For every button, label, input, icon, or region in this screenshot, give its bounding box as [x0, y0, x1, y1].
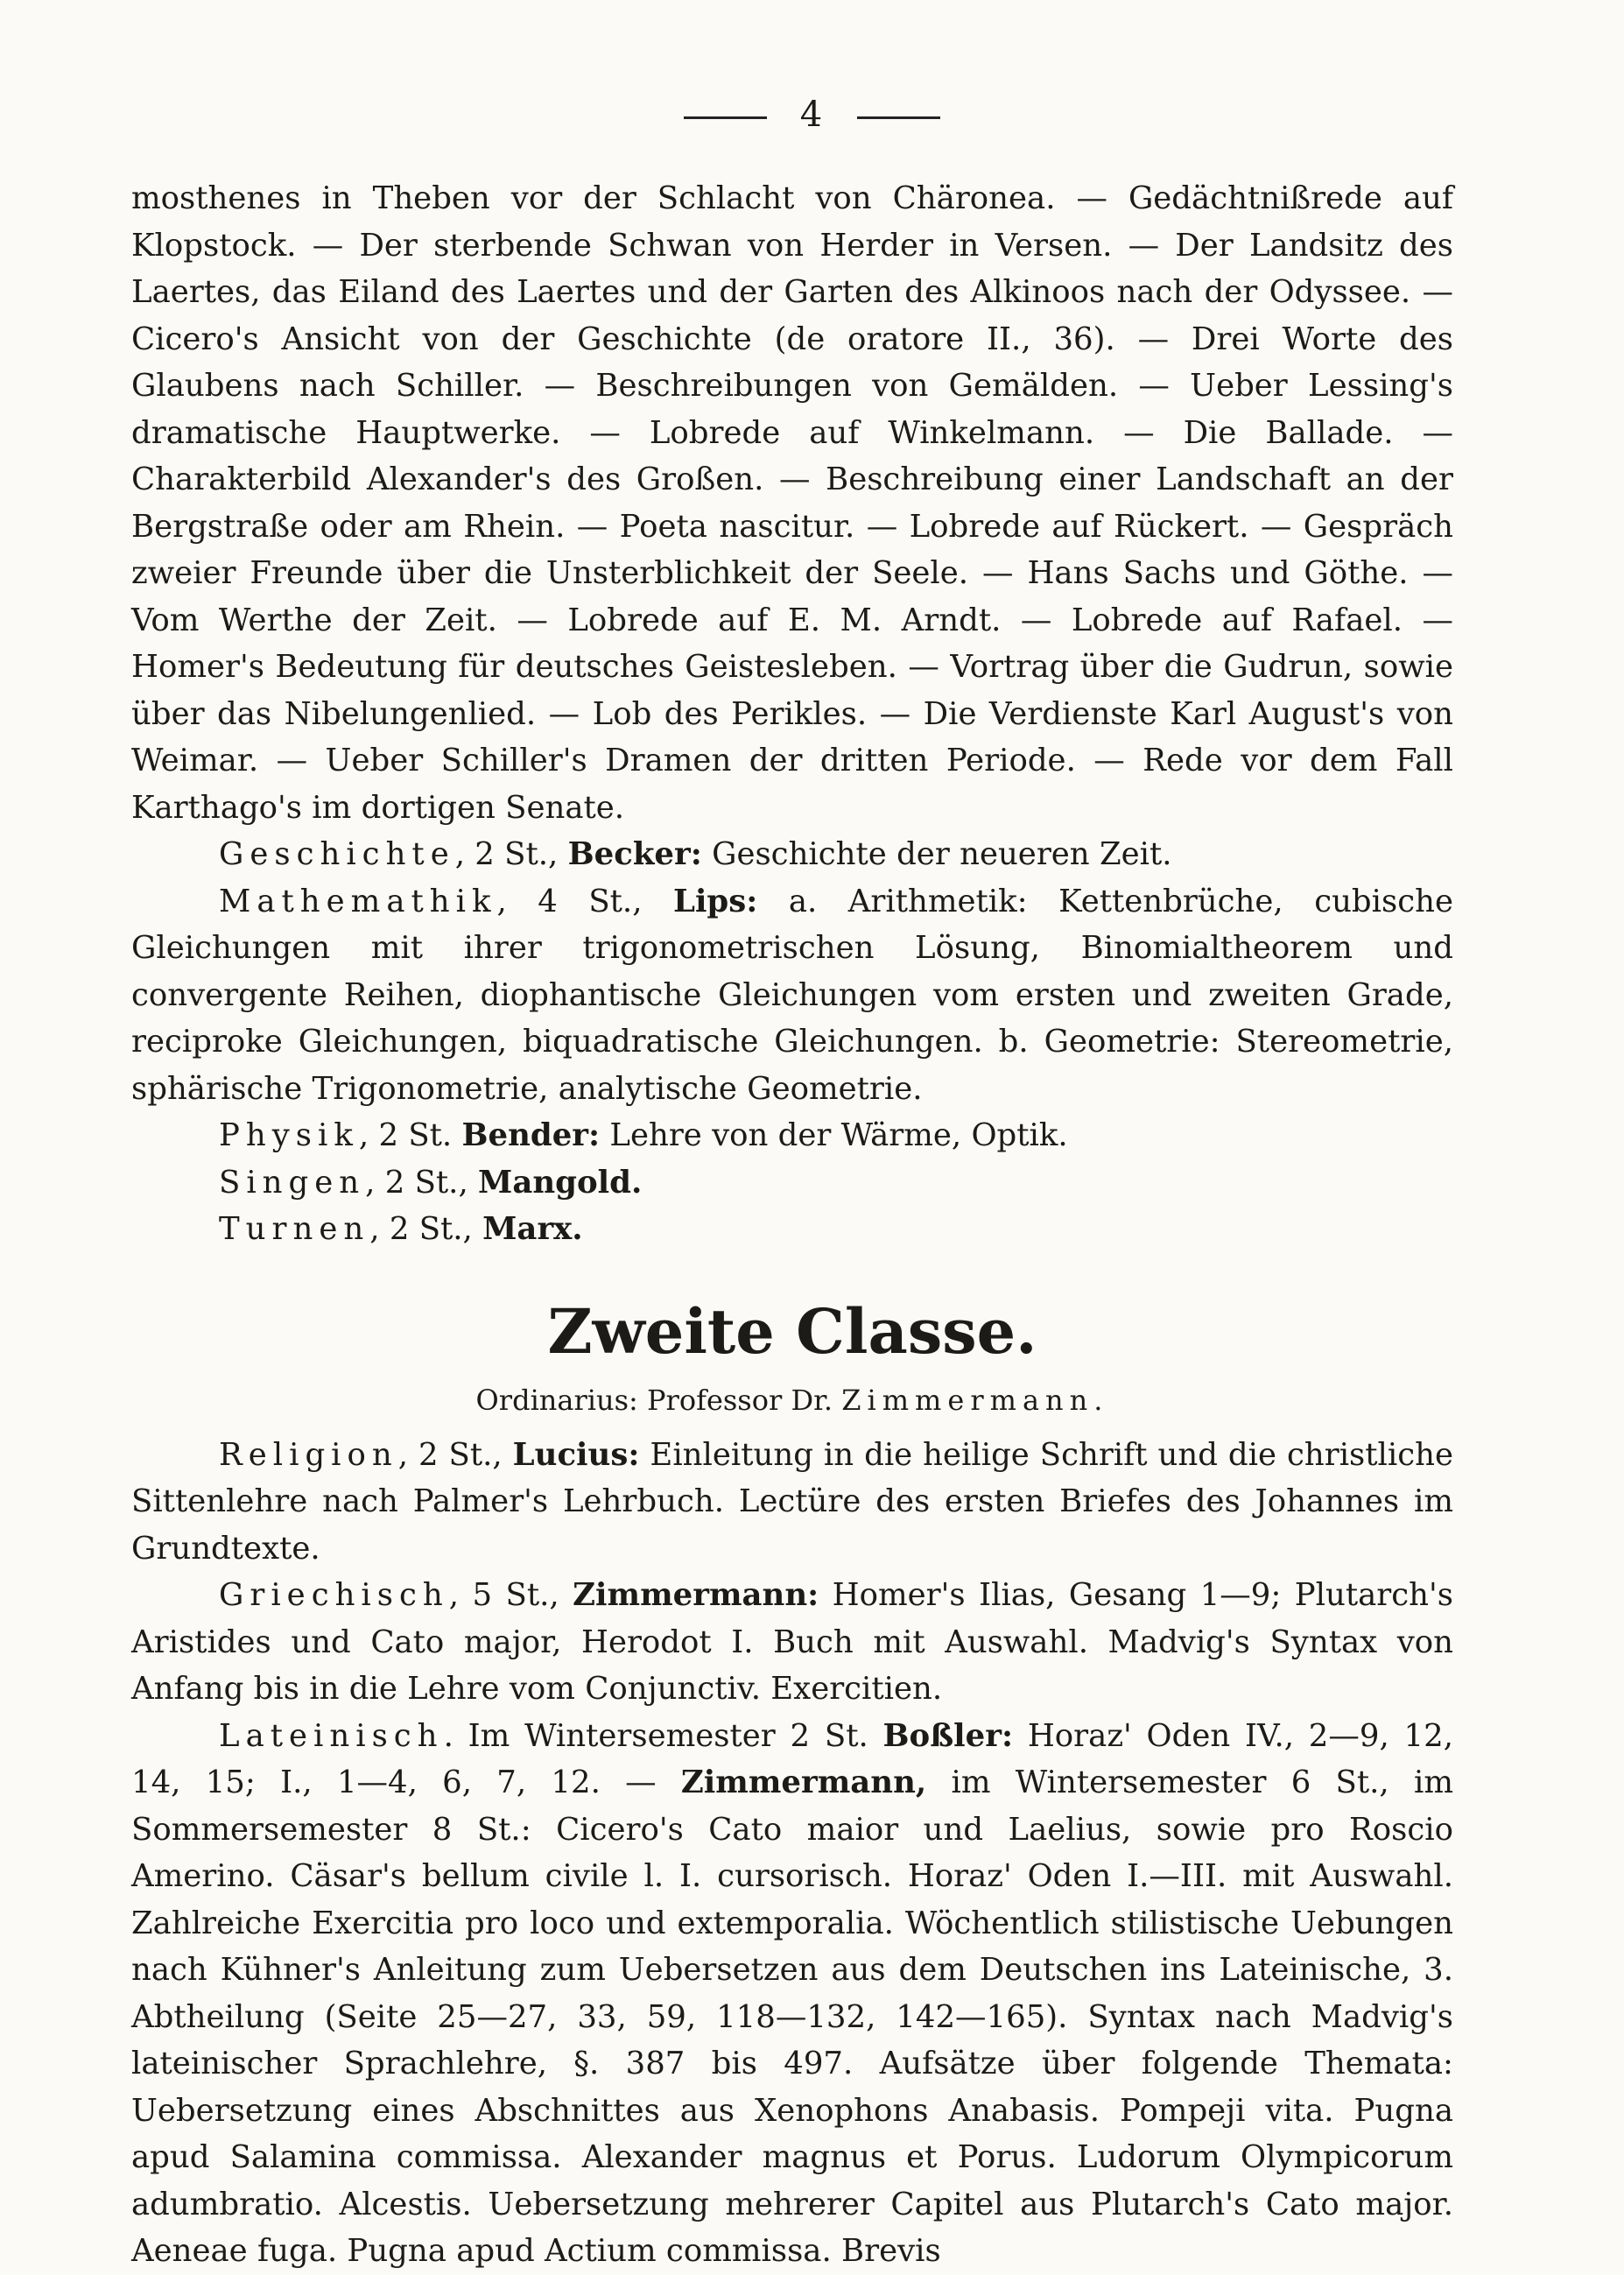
subject-hours: , 2 St.	[358, 1117, 462, 1153]
subject-mathematik	[131, 878, 1453, 1113]
ordinarius-label: Ordinarius: Professor Dr.	[475, 1383, 842, 1417]
subject-hours: , 2 St.,	[397, 1436, 513, 1473]
subject-description: Geschichte der neueren Zeit.	[701, 836, 1172, 872]
subject-hours: , 2 St.,	[369, 1211, 483, 1247]
teacher-name: Zimmermann:	[573, 1577, 819, 1613]
page-number: 4	[799, 95, 825, 135]
subject-hours: , 4 St.,	[496, 883, 673, 919]
subject-hours: , 5 St.,	[448, 1577, 573, 1613]
subject-name: Turnen	[219, 1211, 370, 1247]
ordinarius-line	[131, 1376, 1453, 1425]
subject-description-2: im Wintersemester 6 St., im Sommersemester 8 St.: Cicero's Cato maior und Laelius, sowie pro Roscio Amerino. Cäsar's bellum civile l. I. cursorisch. Horaz' Oden I.—III. mit Auswahl. Zahlreiche Exercitia pro loco und extemporalia. Wöchentlich stilistische Uebungen nach Kühner's Anleitung zum Uebersetzen aus dem Deutschen ins Lateinische, 3. Abtheilung (Seite 25—27, 33, 59, 118—132, 142—165). Syntax nach Madvig's lateinischer Sprachlehre, §. 387 bis 497. Aufsätze über folgende Themata: Uebersetzung eines Abschnittes aus Xenophons Anabasis. Pompeji vita. Pugna apud Salamina commissa. Alexander magnus et Porus. Ludorum Olympicorum adumbratio. Alcestis. Uebersetzung mehrerer Capitel aus Plutarch's Cato major. Aeneae fuga. Pugna apud Actium commissa. Brevis	[131, 1764, 1453, 2269]
teacher-name: Becker:	[567, 836, 702, 872]
teacher-name: Boßler:	[882, 1717, 1014, 1754]
essay-topics-paragraph: mosthenes in Theben vor der Schlacht von Chäronea. — Gedächtnißrede auf Klopstock. — Der sterbende Schwan von Herder in Versen. — Der Landsitz des Laertes, das Eiland des Laertes und der Garten des Alkinoos nach der Odyssee. — Cicero's Ansicht von der Geschichte (de oratore II., 36). — Drei Worte des Glaubens nach Schiller. — Beschreibungen von Gemälden. — Ueber Lessing's dramatische Hauptwerke. — Lobrede auf Winkelmann. — Die Ballade. — Charakterbild Alexander's des Großen. — Beschreibung einer Landschaft an der Bergstraße oder am Rhein. — Poeta nascitur. — Lobrede auf Rückert. — Gespräch zweier Freunde über die Unsterblichkeit der Seele. — Hans Sachs und Göthe. — Vom Werthe der Zeit. — Lobrede auf E. M. Arndt. — Lobrede auf Rafael. — Homer's Bedeutung für deutsches Geistesleben. — Vortrag über die Gudrun, sowie über das Nibelungenlied. — Lob des Perikles. — Die Verdienste Karl August's von Weimar. — Ueber Schiller's Dramen der dritten Periode. — Rede vor dem Fall Karthago's im dortigen Senate.	[131, 180, 1453, 826]
ordinarius-name: Zimmermann.	[841, 1383, 1109, 1417]
subject-description: Homer's Ilias, Gesang 1—9; Plutarch's Aristides und Cato major, Herodot I. Buch mit Auswahl. Madvig's Syntax von Anfang bis in die Lehre vom Conjunctiv. Exercitien.	[131, 1577, 1453, 1707]
subject-physik	[131, 1112, 1453, 1159]
subject-name: Physik	[219, 1117, 359, 1153]
subject-description: Horaz' Oden IV., 2—9, 12, 14, 15; I., 1—4, 6, 7, 12. —	[131, 1717, 1453, 1800]
subject-name: Mathemathik	[219, 883, 497, 919]
subject-name: Griechisch	[219, 1577, 449, 1613]
subject-description: Lehre von der Wärme, Optik.	[600, 1117, 1068, 1153]
subject-hours: . Im Wintersemester 2 St.	[443, 1717, 883, 1754]
subject-description: a. Arithmetik: Kettenbrüche, cubische Gleichungen mit ihrer trigonometrischen Lösung, Binomialtheorem und convergente Reihen, diophantische Gleichungen vom ersten und zweiten Grade, reciproke Gleichungen, biquadratische Gleichungen. b. Geometrie: Stereometrie, sphärische Trigonometrie, analytische Geometrie.	[131, 883, 1453, 1107]
subject-hours: , 2 St.,	[454, 836, 568, 872]
page-body	[131, 175, 1453, 2275]
subject-name: Lateinisch	[219, 1717, 444, 1754]
subject-lateinisch	[131, 1713, 1453, 2275]
subject-name: Religion	[219, 1436, 398, 1473]
teacher-name: Mangold.	[478, 1164, 643, 1201]
subject-geschichte	[131, 831, 1453, 878]
subject-griechisch	[131, 1572, 1453, 1713]
subject-turnen	[131, 1206, 1453, 1253]
page-header	[0, 95, 1624, 135]
teacher-name-2: Zimmermann,	[680, 1764, 927, 1800]
header-rule-right	[857, 116, 940, 119]
teacher-name: Bender:	[461, 1117, 601, 1153]
subject-name: Singen	[219, 1164, 366, 1201]
teacher-name: Lips:	[672, 883, 758, 919]
subject-religion	[131, 1432, 1453, 1573]
subject-description: Einleitung in die heilige Schrift und die christliche Sittenlehre nach Palmer's Lehrbuch. Lectüre des ersten Briefes des Johannes im Grundtexte.	[131, 1436, 1453, 1567]
header-rule-left	[684, 116, 767, 119]
teacher-name: Lucius:	[512, 1436, 640, 1473]
subject-hours: , 2 St.,	[365, 1164, 479, 1201]
teacher-name: Marx.	[482, 1211, 583, 1247]
subject-name: Geschichte	[219, 836, 455, 872]
subject-singen	[131, 1159, 1453, 1207]
section-title: Zweite Classe.	[547, 1294, 1037, 1368]
